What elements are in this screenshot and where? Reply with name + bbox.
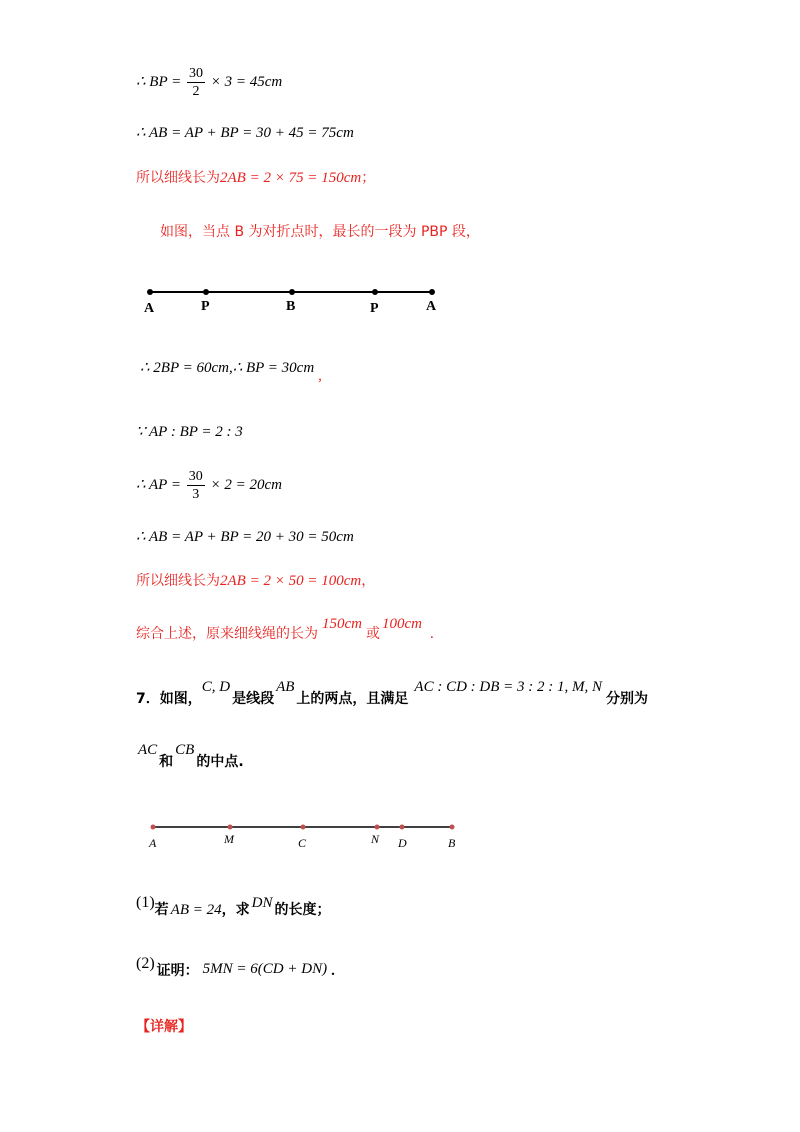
diagram1-label-p2: P bbox=[370, 301, 379, 316]
diagram2-label-n: N bbox=[371, 832, 380, 846]
summary-prefix: 综合上述，原来细线绳的长为 bbox=[136, 626, 318, 642]
diagram2-label-d: D bbox=[398, 836, 407, 850]
bp-prefix: ∴ BP = bbox=[136, 73, 182, 90]
ab-equation-1: ∴ AB = AP + BP = 30 + 45 = 75cm bbox=[136, 125, 354, 141]
q1-number: (1) bbox=[136, 894, 155, 911]
solution-heading: 【详解】 bbox=[136, 1019, 192, 1035]
problem7-statement bbox=[136, 680, 648, 714]
total-math-2: 2AB = 2 × 50 = 100cm bbox=[220, 573, 362, 589]
total-length-2 bbox=[136, 574, 375, 589]
bp-fraction bbox=[187, 66, 205, 99]
problem7-text-2: 上的两点，且满足 bbox=[296, 691, 409, 707]
diagram2-label-c: C bbox=[298, 836, 307, 850]
question-2 bbox=[136, 956, 335, 982]
ap-denominator: 3 bbox=[192, 487, 200, 502]
summary-value-1: 150cm bbox=[322, 616, 362, 632]
q2-end: . bbox=[331, 963, 335, 979]
summary-end: . bbox=[430, 626, 434, 642]
diagram2-label-a: A bbox=[149, 836, 157, 850]
ap-numerator: 30 bbox=[188, 469, 203, 484]
amcndb-diagram bbox=[145, 820, 475, 860]
problem7-text-3: 分别为 bbox=[606, 691, 649, 707]
q1-dn: DN bbox=[251, 895, 273, 911]
summary-or: 或 bbox=[366, 626, 380, 642]
total-prefix-2: 所以细线长为 bbox=[136, 573, 220, 589]
ap-prefix: ∴ AP = bbox=[136, 476, 181, 493]
ap-equation bbox=[136, 469, 282, 502]
q2-label: 证明： bbox=[156, 963, 199, 979]
ratio-condition: AC : CD : DB = 3 : 2 : 1, M, N bbox=[414, 679, 603, 695]
diagram2-label-m: M bbox=[224, 832, 234, 846]
q1-ask: ，求 bbox=[221, 902, 250, 918]
points-cd: C, D bbox=[201, 679, 231, 695]
problem7-and: 和 bbox=[159, 754, 174, 770]
q2-math: 5MN = 6(CD + DN) bbox=[202, 961, 328, 977]
bp-30-equation bbox=[140, 360, 322, 384]
total-suffix-2: ， bbox=[361, 573, 376, 589]
q2-number: (2) bbox=[136, 955, 155, 972]
bp-numerator: 30 bbox=[188, 66, 203, 81]
bp-suffix: × 3 = 45cm bbox=[210, 73, 283, 90]
summary-value-2: 100cm bbox=[382, 616, 422, 632]
q1-end: 的长度； bbox=[274, 902, 331, 918]
segment-ac: AC bbox=[138, 742, 158, 758]
question-1 bbox=[136, 895, 330, 921]
bp-equation bbox=[136, 66, 282, 99]
ab-equation-2: ∴ AB = AP + BP = 20 + 30 = 50cm bbox=[136, 529, 354, 545]
problem7-end: 的中点. bbox=[196, 754, 244, 770]
bp-30-text: ∴ 2BP = 60cm,∴ BP = 30cm bbox=[140, 360, 315, 376]
problem7-text-1: 是线段 bbox=[232, 691, 275, 707]
ratio-line: ∵ AP : BP = 2 : 3 bbox=[136, 424, 243, 440]
case2-intro: 如图，当点 B 为对折点时，最长的一段为 PBP 段， bbox=[160, 224, 480, 240]
segment-cb: CB bbox=[175, 742, 195, 758]
q1-math: AB = 24 bbox=[170, 902, 222, 918]
diagram1-label-a1: A bbox=[144, 301, 155, 316]
bp-30-mark: , bbox=[318, 368, 322, 384]
diagram1-label-b: B bbox=[286, 299, 296, 314]
diagram1-label-p1: P bbox=[201, 299, 210, 314]
bp-denominator: 2 bbox=[192, 84, 200, 99]
total-suffix-1: ； bbox=[361, 170, 376, 186]
total-math-1: 2AB = 2 × 75 = 150cm bbox=[220, 170, 362, 186]
total-prefix-1: 所以细线长为 bbox=[136, 170, 220, 186]
summary-line bbox=[136, 617, 434, 647]
diagram1-label-a2: A bbox=[426, 299, 437, 314]
problem7-statement-2 bbox=[138, 743, 244, 773]
total-length-1 bbox=[136, 171, 375, 186]
ap-suffix: × 2 = 20cm bbox=[210, 476, 282, 493]
abpba-diagram bbox=[140, 280, 460, 320]
q1-if: 若 bbox=[154, 902, 169, 918]
segment-ab: AB bbox=[276, 679, 295, 695]
problem-number: 7．如图， bbox=[136, 691, 202, 707]
diagram2-label-b: B bbox=[448, 836, 456, 850]
ap-fraction bbox=[187, 469, 205, 502]
